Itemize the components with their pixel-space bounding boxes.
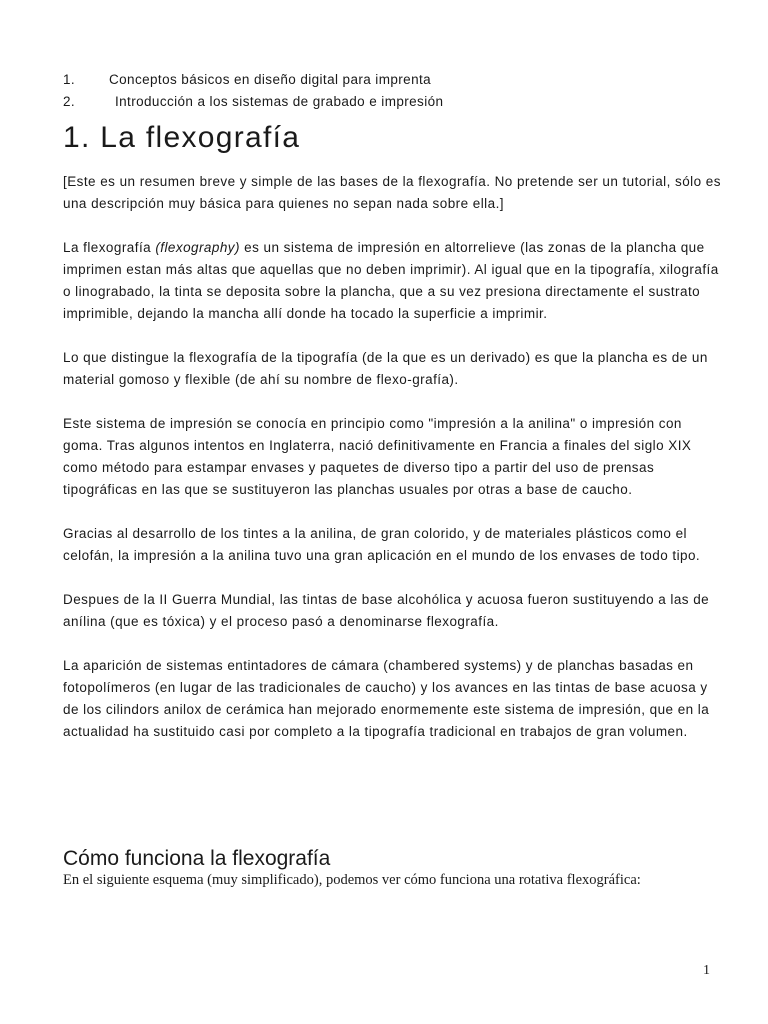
toc-item-number: 2. (63, 94, 76, 109)
paragraph: Este sistema de impresión se conocía en principio como "impresión a la anilina" o impresión con goma. Tras algunos intentos en Inglaterra, nació definitivamente en Francia a finales del siglo XIX como método para estampar envases y paquetes de diverso tipo a partir del uso de prensas tipográficas en las que se sustituyeron las planchas usuales por otras a base de caucho. (63, 416, 692, 497)
table-of-contents (63, 69, 443, 113)
paragraph-text: es un sistema de impresión en altorrelieve (las zonas de la plancha que imprimen estan más altas que aquellas que no deben imprimir). Al igual que en la tipografía, xilografía o linograbado, la tinta se deposita sobre la plancha, que a su vez presiona directamente el sustrato imprimible, dejando la mancha allí donde ha tocado la superficie a imprimir. (63, 240, 719, 321)
toc-item (63, 91, 443, 113)
toc-item-text: Introducción a los sistemas de grabado e impresión (115, 94, 444, 109)
toc-item-text: Conceptos básicos en diseño digital para imprenta (109, 72, 432, 87)
intro-paragraph: [Este es un resumen breve y simple de las bases de la flexografía. No pretende ser un tutorial, sólo es una descripción muy básica para quienes no sepan nada sobre ella.] (63, 174, 721, 211)
paragraph-text: La flexografía (63, 240, 156, 255)
paragraph: Gracias al desarrollo de los tintes a la anilina, de gran colorido, y de materiales plásticos como el celofán, la impresión a la anilina tuvo una gran aplicación en el mundo de los envases de todo tipo. (63, 526, 701, 563)
page-number: 1 (703, 963, 710, 978)
section-heading: Cómo funciona la flexografía (63, 847, 331, 870)
paragraph: La aparición de sistemas entintadores de cámara (chambered systems) y de planchas basadas en fotopolímeros (en lugar de las tradicionales de caucho) y los avances en las tintas de base acuosa y de los cilindors anilox de cerámica han mejorado enormemente este sistema de impresión, que en la actualidad ha sustituido casi por completo a la tipografía tradicional en trabajos de gran volumen. (63, 658, 710, 739)
body-text (63, 171, 723, 765)
emphasis-text: (flexography) (155, 240, 240, 255)
section-lead-text: En el siguiente esquema (muy simplificado), podemos ver cómo funciona una rotativa flexográfica: (63, 872, 641, 888)
paragraph: Lo que distingue la flexografía de la tipografía (de la que es un derivado) es que la plancha es de un material gomoso y flexible (de ahí su nombre de flexo-grafía). (63, 350, 708, 387)
toc-item-number: 1. (63, 72, 76, 87)
toc-item (63, 69, 443, 91)
paragraph: Despues de la II Guerra Mundial, las tintas de base alcohólica y acuosa fueron sustituyendo a las de anílina (que es tóxica) y el proceso pasó a denominarse flexografía. (63, 592, 710, 629)
paragraph (63, 237, 723, 325)
page-title: 1. La flexografía (63, 121, 301, 154)
